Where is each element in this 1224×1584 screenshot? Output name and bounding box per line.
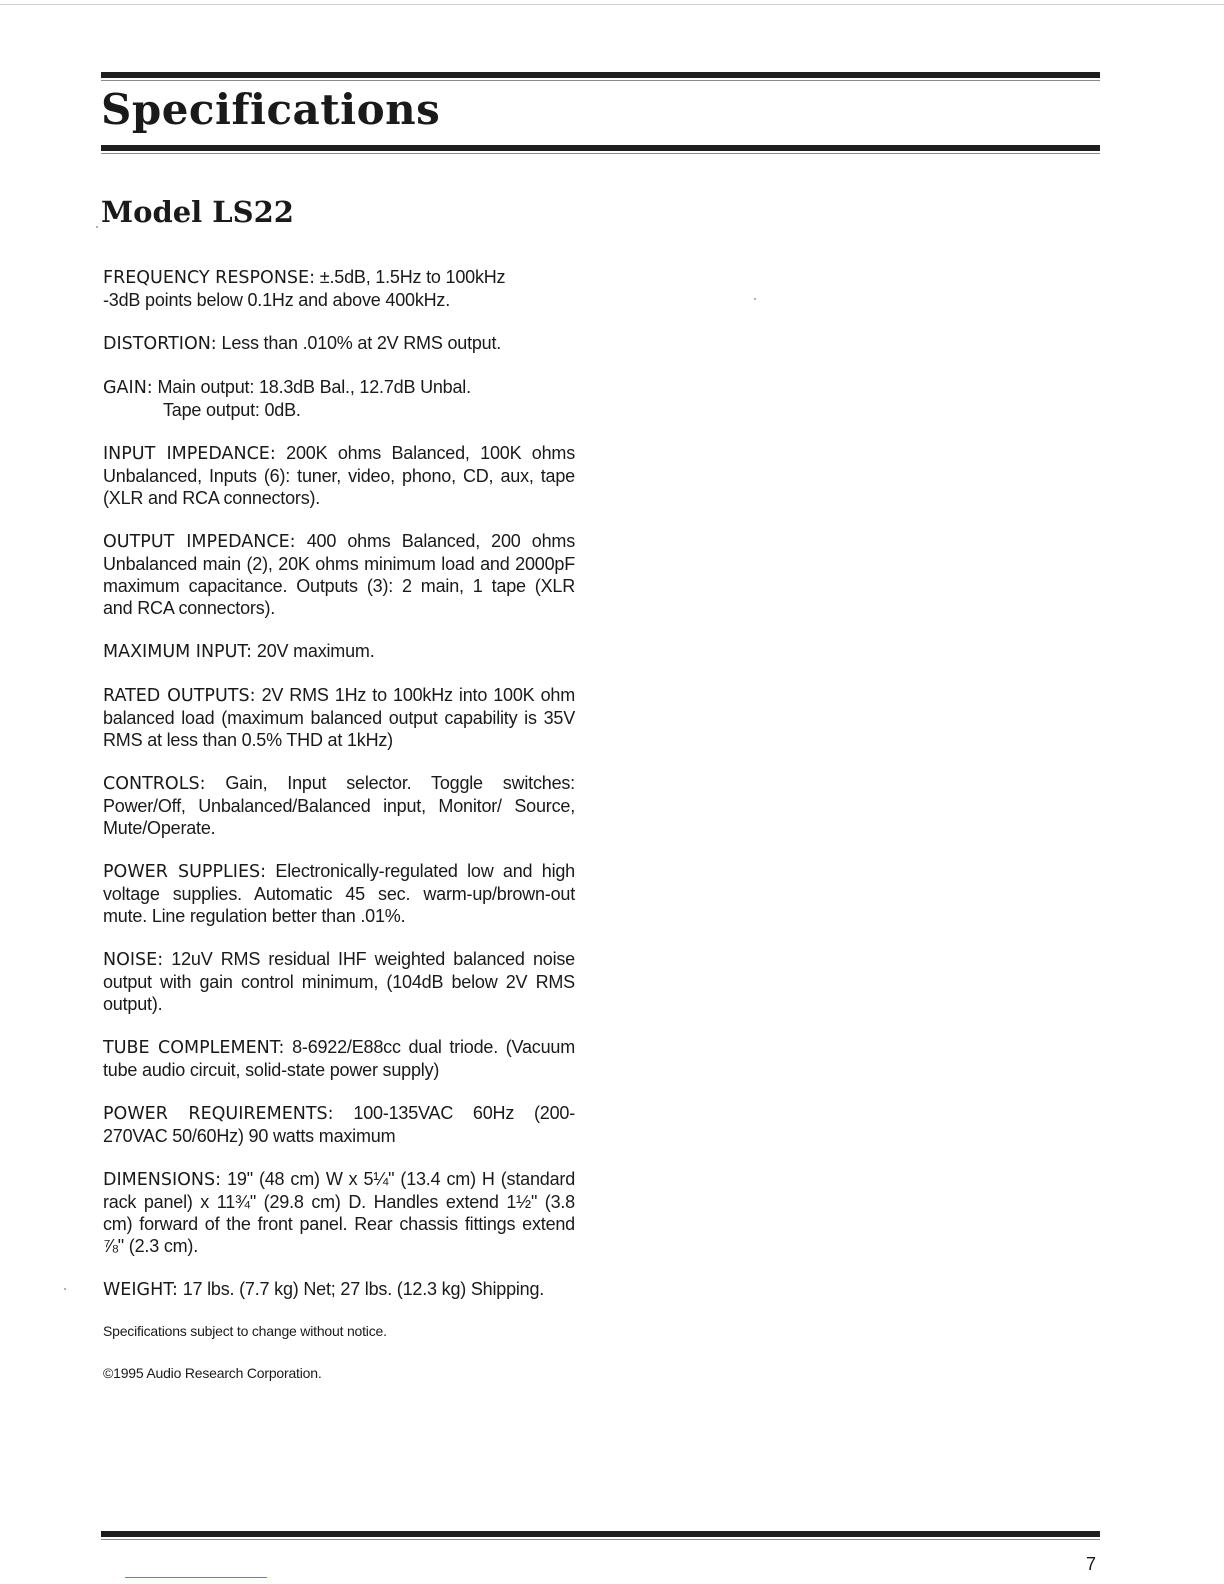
spec-value: 2V RMS 1Hz to 100kHz into 100K ohm balanced load (maximum balanced output capability is 35V RMS at less than 0.5% THD at 1kHz)	[103, 685, 575, 750]
spec-rated-outputs	[103, 684, 575, 751]
header-rule-bottom-thin	[101, 153, 1100, 154]
spec-value: Tape output: 0dB.	[163, 400, 301, 420]
spec-label: FREQUENCY RESPONSE:	[103, 268, 315, 288]
spec-value: 17 lbs. (7.7 kg) Net; 27 lbs. (12.3 kg) Shipping.	[177, 1279, 545, 1299]
spec-output-impedance	[103, 530, 575, 619]
spec-label: CONTROLS:	[103, 774, 206, 794]
spec-label: NOISE:	[103, 950, 164, 970]
spec-controls	[103, 772, 575, 839]
spec-maximum-input	[103, 640, 575, 663]
scan-speck	[96, 226, 98, 228]
scan-speck	[64, 1288, 66, 1290]
spec-label: OUTPUT IMPEDANCE:	[103, 532, 296, 552]
spec-value: 200K ohms Balanced, 100K ohms Unbalanced, Inputs (6): tuner, video, phono, CD, aux, tape (XLR and RCA connectors).	[103, 443, 575, 508]
spec-label: GAIN:	[103, 378, 153, 398]
spec-distortion	[103, 332, 575, 355]
spec-label: DIMENSIONS:	[103, 1170, 222, 1190]
spec-value: -3dB points below 0.1Hz and above 400kHz.	[103, 290, 451, 310]
model-heading: Model LS22	[101, 195, 294, 229]
scan-edge-line	[0, 4, 1224, 5]
spec-power-requirements	[103, 1102, 575, 1147]
spec-value: 19" (48 cm) W x 5¼" (13.4 cm) H (standard rack panel) x 11¾" (29.8 cm) D. Handles extend 1½" (3.8 cm) forward of the front panel. Rear chassis fittings extend ⅞" (2.3 cm).	[103, 1169, 575, 1256]
spec-value: 12uV RMS residual IHF weighted balanced noise output with gain control minimum, (104dB below 2V RMS output).	[103, 949, 575, 1014]
spec-label: POWER SUPPLIES:	[103, 862, 267, 882]
spec-value: Gain, Input selector. Toggle switches: Power/Off, Unbalanced/Balanced input, Monitor/ Source, Mute/Operate.	[103, 773, 575, 838]
spec-value: 400 ohms Balanced, 200 ohms Unbalanced main (2), 20K ohms minimum load and 2000pF maximum capacitance. Outputs (3): 2 main, 1 tape (XLR and RCA connectors).	[103, 531, 575, 618]
spec-value: Main output: 18.3dB Bal., 12.7dB Unbal.	[152, 377, 471, 397]
spec-value: 20V maximum.	[252, 641, 375, 661]
page-number: 7	[1085, 1554, 1096, 1574]
spec-value: Less than .010% at 2V RMS output.	[216, 333, 502, 353]
spec-label: TUBE COMPLEMENT:	[103, 1038, 285, 1058]
spec-value: 100-135VAC 60Hz (200-270VAC 50/60Hz) 90 watts maximum	[103, 1103, 575, 1146]
spec-label: MAXIMUM INPUT:	[103, 642, 253, 662]
spec-power-supplies	[103, 860, 575, 927]
spec-tube-complement	[103, 1036, 575, 1081]
spec-value: ±.5dB, 1.5Hz to 100kHz	[314, 267, 506, 287]
spec-list	[103, 266, 575, 1382]
spec-label: WEIGHT:	[103, 1280, 178, 1300]
spec-value: Electronically-regulated low and high voltage supplies. Automatic 45 sec. warm-up/brown-out mute. Line regulation better than .01%.	[103, 861, 575, 926]
spec-noise	[103, 948, 575, 1015]
spec-dimensions	[103, 1168, 575, 1257]
spec-label: POWER REQUIREMENTS:	[103, 1104, 334, 1124]
spec-weight	[103, 1278, 575, 1301]
header-rule-bottom	[101, 145, 1100, 151]
spec-label: DISTORTION:	[103, 334, 217, 354]
spec-label: INPUT IMPEDANCE:	[103, 444, 276, 464]
scan-blue-mark	[125, 1577, 267, 1578]
copyright-notice: ©1995 Audio Research Corporation.	[103, 1365, 322, 1381]
spec-frequency-response	[103, 266, 575, 311]
page-title: Specifications	[101, 85, 441, 134]
spec-input-impedance	[103, 442, 575, 509]
footer-rule-thin	[101, 1539, 1100, 1540]
spec-gain	[103, 376, 575, 421]
scan-speck	[754, 298, 756, 300]
spec-label: RATED OUTPUTS:	[103, 686, 256, 706]
spec-value: 8-6922/E88cc dual triode. (Vacuum tube audio circuit, solid-state power supply)	[103, 1037, 575, 1080]
footer-rule	[101, 1531, 1100, 1537]
change-notice: Specifications subject to change without notice.	[103, 1323, 387, 1339]
